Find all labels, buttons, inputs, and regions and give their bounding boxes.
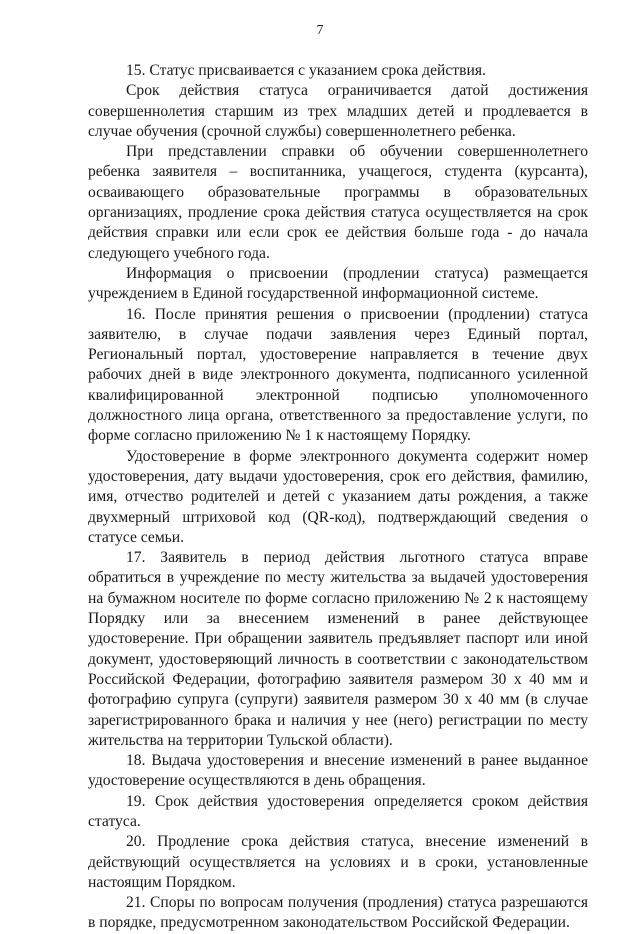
paragraph-20: 20. Продление срока действия статуса, внесение изменений в действующий осуществляется на условиях и в сроки, установленные настоящим Порядком. <box>88 833 588 891</box>
paragraph-15-extension: При представлении справки об обучении совершеннолетнего ребенка заявителя – воспитанника, учащегося, студента (курсанта), осваивающего образовательные программы в образовательных организациях, продление срока действия статуса осуществляется на срок действия справки или если срок ее действия больше года - до начала следующего учебного года. <box>88 143 588 262</box>
paragraph-15-term: Срок действия статуса ограничивается датой достижения совершеннолетия старшим из трех младших детей и продлевается в случае обучения (срочной службы) совершеннолетнего ребенка. <box>88 82 588 140</box>
paragraph-17: 17. Заявитель в период действия льготного статуса вправе обратиться в учреждение по месту жительства за выдачей удостоверения на бумажном носителе по форме согласно приложению № 2 к настоящему Порядку или за внесением изменений в ранее действующее удостоверение. При обращении заявитель предъявляет паспорт или иной документ, удостоверяющий личность в соответствии с законодательством Российской Федерации, фотографию заявителя размером 30 x 40 мм и фотографию супруга (супруги) заявителя размером 30 x 40 мм (в случае зарегистрированного брака и наличия у нее (него) регистрации по месту жительства на территории Тульской области). <box>88 549 588 749</box>
page-number: 7 <box>316 22 324 37</box>
paragraph-15-info: Информация о присвоении (продлении статуса) размещается учреждением в Единой государственной информационной системе. <box>88 264 588 303</box>
paragraph-15: 15. Статус присваивается с указанием срока действия. <box>126 62 486 79</box>
paragraph-21: 21. Споры по вопросам получения (продления) статуса разрешаются в порядке, предусмотренном законодательством Российской Федерации. <box>88 894 588 932</box>
paragraph-16: 16. После принятия решения о присвоении (продлении) статуса заявителю, в случае подачи заявления через Единый портал, Региональный портал, удостоверение направляется в течение двух рабочих дней в виде электронного документа, подписанного усиленной квалифицированной электронной подписью уполномоченного должностного лица органа, ответственного за предоставление услуги, по форме согласно приложению № 1 к настоящему Порядку. <box>88 305 588 445</box>
paragraph-19: 19. Срок действия удостоверения определяется сроком действия статуса. <box>88 792 588 830</box>
document-body <box>88 61 588 934</box>
paragraph-16-content: Удостоверение в форме электронного документа содержит номер удостоверения, дату выдачи удостоверения, срок его действия, фамилию, имя, отчество родителей и детей с указанием даты рождения, а также двухмерный штриховой код (QR-код), подтверждающий сведения о статусе семьи. <box>88 447 588 546</box>
paragraph-18: 18. Выдача удостоверения и внесение изменений в ранее выданное удостоверение осуществляются в день обращения. <box>88 752 588 790</box>
